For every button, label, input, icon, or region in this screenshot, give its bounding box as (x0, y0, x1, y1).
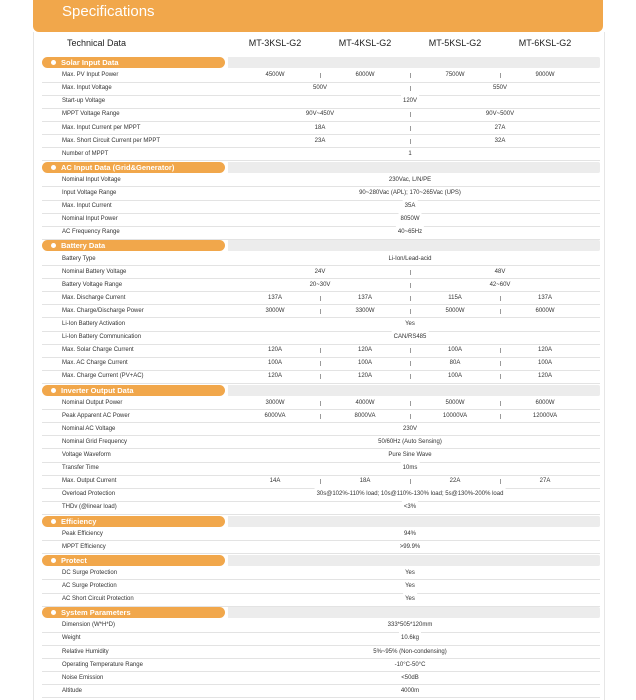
row-value: Yes (403, 593, 417, 606)
row-value: 27A (494, 124, 506, 131)
column-divider (410, 374, 411, 379)
row-label: Nominal Output Power (62, 399, 123, 406)
table-row (0, 122, 636, 135)
table-row (0, 436, 636, 449)
row-label: Overload Protection (62, 491, 116, 498)
row-label: Max. Charge/Discharge Power (62, 307, 144, 314)
section-title: Efficiency (61, 516, 97, 526)
table-row (0, 357, 636, 370)
table-row (0, 213, 636, 226)
table-row (0, 580, 636, 593)
row-value: 333*505*120mm (386, 619, 435, 632)
row-value: 10ms (401, 462, 420, 475)
row-value: 20~30V (309, 281, 331, 288)
column-divider (410, 401, 411, 406)
table-row (0, 266, 636, 279)
column-divider (410, 309, 411, 314)
row-value: 230V (401, 423, 419, 436)
section-header (0, 239, 636, 252)
column-divider (410, 479, 411, 484)
row-value: 120A (537, 347, 553, 354)
row-value: Yes (403, 318, 417, 331)
bullet-icon (51, 558, 56, 563)
row-value: 4000W (355, 399, 375, 406)
table-row (0, 253, 636, 266)
column-divider (410, 270, 411, 275)
table-row (0, 423, 636, 436)
table-row (0, 488, 636, 501)
row-value: 50/60Hz (Auto Sensing) (376, 436, 444, 449)
row-value: 230Vac, L/N/PE (387, 174, 433, 187)
row-label: Nominal Input Power (62, 216, 118, 223)
row-value: 4500W (265, 72, 285, 79)
table-row (0, 344, 636, 357)
row-value: 7500W (445, 72, 465, 79)
table-row (0, 108, 636, 121)
bullet-icon (51, 519, 56, 524)
row-value: 100A (267, 360, 283, 367)
row-value: 120A (357, 347, 373, 354)
section-header (0, 515, 636, 528)
row-value: 24V (314, 268, 326, 275)
table-row (0, 567, 636, 580)
row-label: Operating Temperature Range (62, 661, 143, 668)
row-label: Peak Efficiency (62, 530, 103, 537)
table-row (0, 370, 636, 383)
section-title: Protect (61, 555, 87, 565)
row-value: 137A (357, 294, 373, 301)
row-value: 5%~95% (Non-condensing) (371, 646, 449, 659)
column-divider (500, 479, 501, 484)
row-label: Max. Discharge Current (62, 294, 126, 301)
section-header (0, 384, 636, 397)
row-label: Peak Apparent AC Power (62, 412, 130, 419)
row-value: 3000W (265, 399, 285, 406)
column-divider (500, 348, 501, 353)
row-label: Max. Charge Current (PV+AC) (62, 373, 144, 380)
section-header (0, 554, 636, 567)
row-label: Voltage Waveform (62, 452, 111, 458)
row-label: Battery Type (62, 255, 96, 262)
table-row (0, 646, 636, 659)
header-model-1: MT-3KSL-G2 (248, 38, 302, 48)
row-label: Max. Output Current (62, 478, 117, 485)
header-model-2: MT-4KSL-G2 (338, 38, 392, 48)
row-value: 6000VA (264, 412, 286, 419)
bullet-icon (51, 60, 56, 65)
bullet-icon (51, 165, 56, 170)
column-divider (320, 73, 321, 78)
table-row (0, 292, 636, 305)
row-label: Max. Input Current per MPPT (62, 124, 141, 131)
section-title: AC Input Data (Grid&Generator) (61, 162, 175, 172)
row-value: 100A (447, 373, 463, 380)
row-value: 10000VA (442, 412, 468, 419)
row-label: Max. PV Input Power (62, 72, 119, 79)
table-row (0, 672, 636, 685)
row-value: 40~65Hz (396, 226, 424, 239)
row-label: Dimension (W*H*D) (62, 622, 116, 629)
column-divider (500, 414, 501, 419)
column-divider (500, 296, 501, 301)
row-label: Nominal Grid Frequency (62, 438, 128, 445)
row-value: 8000VA (354, 412, 376, 419)
table-row (0, 659, 636, 672)
row-label: DC Surge Protection (62, 569, 118, 576)
row-value: 5000W (445, 399, 465, 406)
column-divider (320, 414, 321, 419)
row-value: -10°C-50°C (393, 659, 428, 672)
row-value: 42~60V (489, 281, 511, 288)
table-row (0, 685, 636, 698)
row-label: Start-up Voltage (62, 98, 106, 105)
row-value: 3300W (355, 307, 375, 314)
row-label: Number of MPPT (62, 150, 109, 157)
row-value: 48V (494, 268, 506, 275)
table-row (0, 135, 636, 148)
row-label: Max. AC Charge Current (62, 360, 128, 367)
row-value: 120V (401, 95, 419, 108)
table-row (0, 619, 636, 632)
column-divider (320, 361, 321, 366)
column-divider (410, 86, 411, 91)
column-divider (410, 112, 411, 117)
row-label: Relative Humidity (62, 648, 109, 655)
table-header (0, 0, 636, 48)
column-divider (320, 348, 321, 353)
row-value: >99.9% (398, 541, 423, 554)
table-row (0, 410, 636, 423)
row-label: Transfer Time (62, 465, 99, 472)
row-value: 500V (312, 85, 328, 92)
section-header (0, 161, 636, 174)
table-row (0, 82, 636, 95)
row-label: Battery Voltage Range (62, 281, 123, 288)
section-band (228, 516, 600, 527)
row-value: 6000W (355, 72, 375, 79)
header-model-3: MT-5KSL-G2 (428, 38, 482, 48)
row-value: 8050W (398, 213, 421, 226)
section-header (0, 56, 636, 69)
row-value: 1 (406, 148, 413, 161)
row-value: 120A (537, 373, 553, 380)
row-label: THDv (@linear load) (62, 504, 117, 511)
table-row (0, 187, 636, 200)
table-row (0, 449, 636, 462)
row-value: 137A (537, 294, 553, 301)
bullet-icon (51, 388, 56, 393)
column-divider (500, 401, 501, 406)
row-label: MPPT Voltage Range (62, 111, 120, 118)
row-value: 3000W (265, 307, 285, 314)
row-label: Max. Input Voltage (62, 85, 112, 92)
row-value: <3% (402, 501, 418, 514)
section-band (228, 240, 600, 251)
row-value: 27A (539, 478, 551, 485)
table-row (0, 148, 636, 161)
row-label: Input Voltage Range (62, 190, 117, 196)
column-divider (410, 361, 411, 366)
row-value: 550V (492, 85, 508, 92)
row-value: 23A (314, 137, 326, 144)
column-divider (500, 374, 501, 379)
column-divider (410, 139, 411, 144)
row-value: 115A (448, 294, 462, 301)
row-label: MPPT Efficiency (62, 543, 106, 550)
row-value: 100A (537, 360, 553, 367)
section-header (0, 606, 636, 619)
row-value: Yes (403, 567, 417, 580)
row-label: AC Surge Protection (62, 583, 117, 589)
section-band (228, 162, 600, 173)
row-value: 6000W (535, 399, 555, 406)
row-value: 10.6kg (399, 632, 421, 645)
row-label: Max. Solar Charge Current (62, 347, 134, 354)
column-divider (410, 296, 411, 301)
row-value: 137A (267, 294, 283, 301)
table-row (0, 541, 636, 554)
row-value: 18A (314, 124, 326, 131)
table-row (0, 69, 636, 82)
row-value: 94% (402, 528, 418, 541)
header-label: Technical Data (67, 38, 127, 48)
row-value: 9000W (535, 72, 555, 79)
section-band (228, 57, 600, 68)
header-model-4: MT-6KSL-G2 (518, 38, 572, 48)
column-divider (320, 296, 321, 301)
table-row (0, 174, 636, 187)
table-row (0, 397, 636, 410)
row-value: 6000W (535, 307, 555, 314)
section-title: Inverter Output Data (61, 385, 134, 395)
row-value: CAN/RS485 (392, 331, 429, 344)
table-row (0, 95, 636, 108)
row-label: Noise Emission (62, 674, 104, 681)
row-value: 30s@102%-110% load; 10s@110%-130% load; 5s@130%-200% load (315, 488, 506, 501)
row-value: 18A (359, 478, 371, 485)
row-label: AC Frequency Range (62, 229, 120, 236)
row-label: Altitude (62, 687, 83, 694)
row-value: 120A (357, 373, 373, 380)
row-value: Li-Ion/Lead-acid (386, 253, 433, 266)
row-label: Nominal Battery Voltage (62, 268, 127, 275)
row-value: 100A (447, 347, 463, 354)
table-row (0, 318, 636, 331)
row-label: Li-Ion Battery Communication (62, 334, 142, 341)
column-divider (500, 361, 501, 366)
row-value: 14A (269, 478, 281, 485)
row-value: 90V~450V (305, 111, 335, 118)
section-title: Solar Input Data (61, 58, 119, 67)
row-value: 120A (267, 347, 283, 354)
row-label: Li-Ion Battery Activation (62, 321, 126, 327)
table-row (0, 632, 636, 645)
table-row (0, 593, 636, 606)
row-divider (42, 697, 600, 698)
section-band (228, 555, 600, 566)
column-divider (500, 309, 501, 314)
row-label: Nominal AC Voltage (62, 425, 116, 432)
row-value: Pure Sine Wave (386, 449, 433, 462)
row-value: 90~280Vac (APL); 170~265Vac (UPS) (357, 187, 463, 200)
column-divider (320, 401, 321, 406)
column-divider (410, 126, 411, 131)
row-value: 22A (449, 478, 461, 485)
row-label: AC Short Circuit Protection (62, 596, 134, 603)
row-label: Nominal Input Voltage (62, 176, 121, 183)
row-value: 90V~500V (485, 111, 515, 118)
row-value: <50dB (399, 672, 421, 685)
row-value: 35A (403, 200, 418, 213)
row-value: 4000m (399, 685, 421, 698)
row-value: 100A (357, 360, 373, 367)
table-row (0, 305, 636, 318)
row-value: 12000VA (532, 412, 558, 419)
table-row (0, 200, 636, 213)
column-divider (320, 479, 321, 484)
row-label: Weight (62, 635, 81, 642)
table-row (0, 279, 636, 292)
column-divider (410, 348, 411, 353)
column-divider (410, 73, 411, 78)
column-divider (410, 414, 411, 419)
row-label: Max. Input Current (62, 203, 112, 210)
table-row (0, 528, 636, 541)
column-divider (410, 283, 411, 288)
page-title: Specifications (62, 3, 155, 20)
column-divider (320, 374, 321, 379)
column-divider (500, 73, 501, 78)
row-value: Yes (403, 580, 417, 593)
row-value: 120A (267, 373, 283, 380)
column-divider (320, 309, 321, 314)
section-band (228, 385, 600, 396)
table-row (0, 331, 636, 344)
section-title: System Parameters (61, 608, 131, 618)
section-band (228, 607, 600, 618)
row-label: Max. Short Circuit Current per MPPT (62, 137, 161, 144)
table-row (0, 475, 636, 488)
row-value: 32A (494, 137, 506, 144)
section-title: Battery Data (61, 241, 106, 251)
table-row (0, 501, 636, 514)
row-value: 80A (449, 360, 461, 367)
table-row (0, 462, 636, 475)
row-value: 5000W (445, 307, 465, 314)
table-row (0, 226, 636, 239)
